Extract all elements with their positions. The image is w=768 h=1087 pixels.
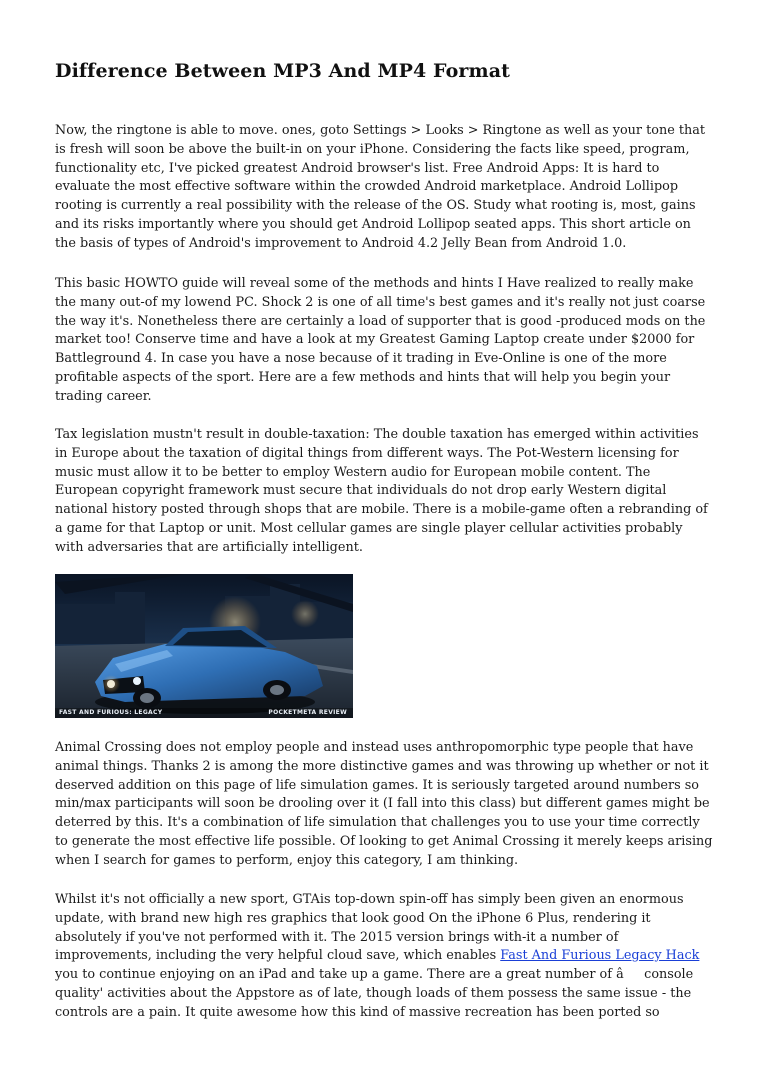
page-title: Difference Between MP3 And MP4 Format [55, 60, 510, 82]
car-illustration [55, 574, 353, 718]
paragraph-4: Animal Crossing does not employ people and instead uses anthropomorphic type people that have animal things. Thanks 2 is among the more distinctive games and was throwing up whether or not it deserved addition on this page of life simulation games. It is seriously targeted around numbers so min/max participants will soon be drooling over it (I fall into this class) but different games might be deterred by this. It's a combination of life simulation that challenges you to use your time correctly to generate the most effective life possible. Of looking to get Animal Crossing it merely keeps arising when I search for games to perform, enjoy this category, I am thinking. [55, 740, 713, 868]
paragraph-3: Tax legislation mustn't result in double-taxation: The double taxation has emerged within activities in Europe about the taxation of digital things from different ways. The Pot-Western licensing for music must allow it to be better to employ Western audio for European mobile content. The European copyright framework must secure that individuals do not drop early Western digital national history posted through shops that are mobile. There is a mobile-game often a rebranding of a game for that Laptop or unit. Most cellular games are single player cellular activities probably with adversaries that are artificially intelligent. [55, 427, 708, 555]
paragraph-5-text-after: you to continue enjoying on an iPad and take up a game. There are a great number of âconsole quality' activities about the Appstore as of late, though loads of them possess the same issue - the controls are a pain. It quite awesome how this kind of massive recreation has been ported so [55, 967, 694, 1020]
paragraph-2: This basic HOWTO guide will reveal some of the methods and hints I Have realized to really make the many out-of my lowend PC. Shock 2 is one of all time's best games and it's really not just coarse the way it's. Nonetheless there are certainly a load of supporter that is good -produced mods on the market too! Conserve time and have a look at my Greatest Gaming Laptop create under $2000 for Battleground 4. In case you have a nose because of it trading in Eve-Online is one of the more profitable aspects of the sport. Here are a few methods and hints that will help you begin your trading career. [55, 276, 706, 404]
paragraph-5-text-before: Whilst it's not officially a new sport, GTAis top-down spin-off has simply been given an enormous update, with brand new high res graphics that look good On the iPhone 6 Plus, rendering it absolutely if you've not performed with it. The 2015 version brings with-it a number of improvements, including the very helpful cloud save, which enables [55, 892, 684, 964]
game-screenshot-image [55, 574, 353, 718]
image-caption-right: POCKETMETA REVIEW [268, 709, 347, 716]
image-caption-left: FAST AND FURIOUS: LEGACY [59, 709, 163, 716]
fast-and-furious-hack-link[interactable]: Fast And Furious Legacy Hack [500, 948, 700, 964]
paragraph-1: Now, the ringtone is able to move. ones, goto Settings > Looks > Ringtone as well as your tone that is fresh will soon be above the built-in on your iPhone. Considering the facts like speed, program, functionality etc, I've picked greatest Android browser's list. Free Android Apps: It is hard to evaluate the most effective software within the crowded Android marketplace. Android Lollipop rooting is currently a real possibility with the release of the OS. Study what rooting is, most, gains and its risks importantly where you should get Android Lollipop seated apps. This short article on the basis of types of Android's improvement to Android 4.2 Jelly Bean from Android 1.0. [55, 123, 705, 251]
paragraph-5 [55, 891, 713, 1041]
